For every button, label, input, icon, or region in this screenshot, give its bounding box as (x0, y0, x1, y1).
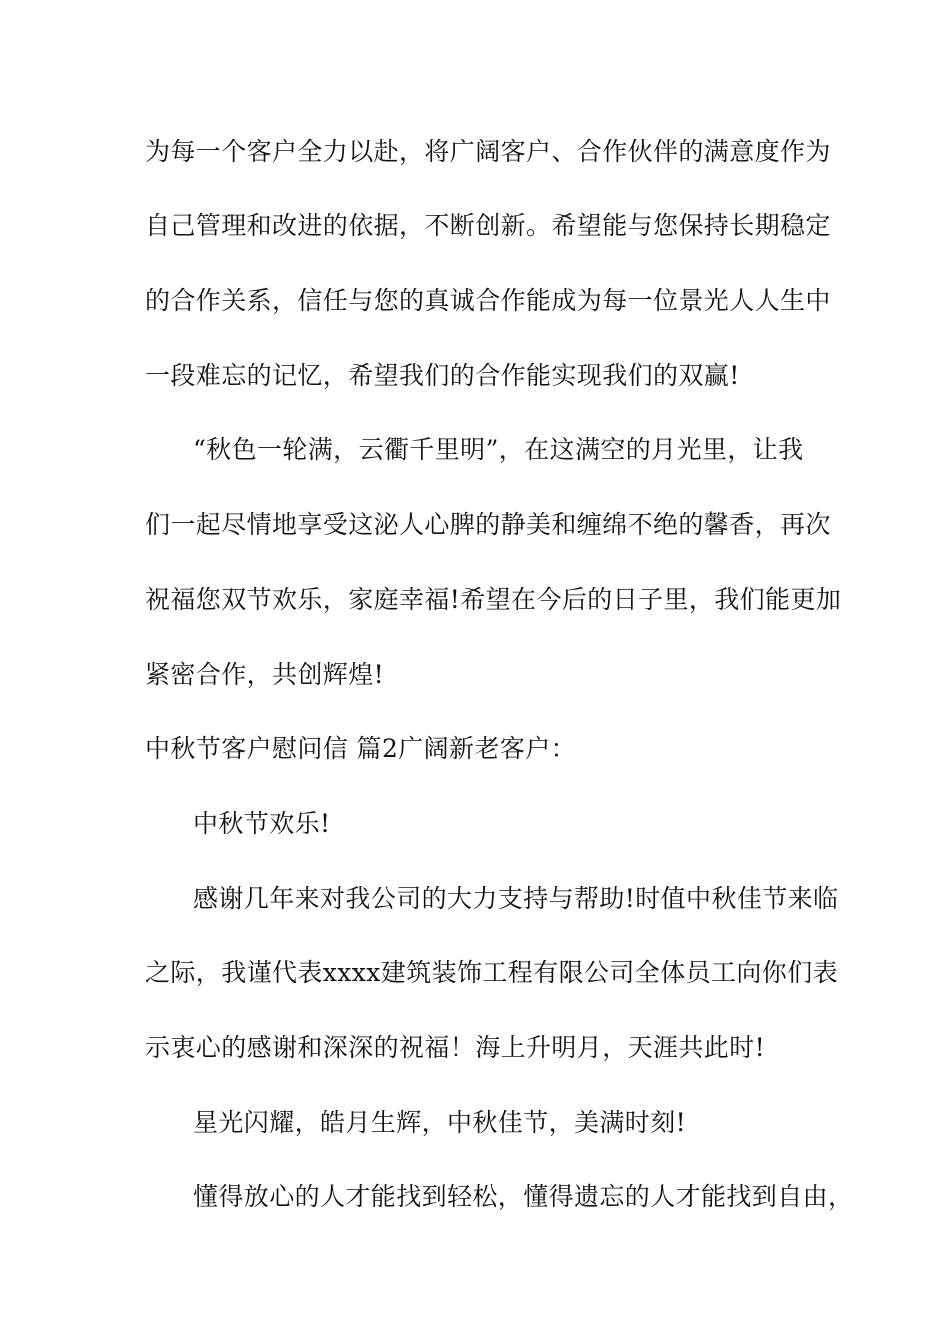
section-heading: 中秋节客户慰问信 篇2广阔新老客户： (145, 734, 577, 763)
greeting-line: 中秋节欢乐! (193, 809, 331, 838)
paragraph-line: 星光闪耀，皓月生辉，中秋佳节，美满时刻! (193, 1108, 687, 1137)
paragraph-line: 示衷心的感谢和深深的祝福！海上升明月，天涯共此时! (145, 1033, 766, 1062)
paragraph-line: 之际，我谨代表xxxx建筑装饰工程有限公司全体员工向你们表 (145, 958, 838, 987)
paragraph-line: 紧密合作，共创辉煌! (145, 660, 385, 689)
paragraph-line: 们一起尽情地享受这泌人心脾的静美和缠绵不绝的馨香，再次 (145, 510, 831, 539)
paragraph-line: 自己管理和改进的依据，不断创新。希望能与您保持长期稳定 (145, 211, 831, 240)
paragraph-line: 感谢几年来对我公司的大力支持与帮助!时值中秋佳节来临 (193, 884, 839, 913)
paragraph-line: 为每一个客户全力以赴，将广阔客户、合作伙伴的满意度作为 (145, 137, 831, 166)
paragraph-line: 一段难忘的记忆，希望我们的合作能实现我们的双赢! (145, 361, 740, 390)
paragraph-line: 的合作关系，信任与您的真诚合作能成为每一位景光人人生中 (145, 286, 831, 315)
paragraph-line: “秋色一轮满，云衢千里明”，在这满空的月光里，让我 (193, 435, 804, 464)
paragraph-line: 祝福您双节欢乐，家庭幸福!希望在今后的日子里，我们能更加 (145, 585, 842, 614)
paragraph-line: 懂得放心的人才能找到轻松，懂得遗忘的人才能找到自由， (193, 1182, 854, 1211)
